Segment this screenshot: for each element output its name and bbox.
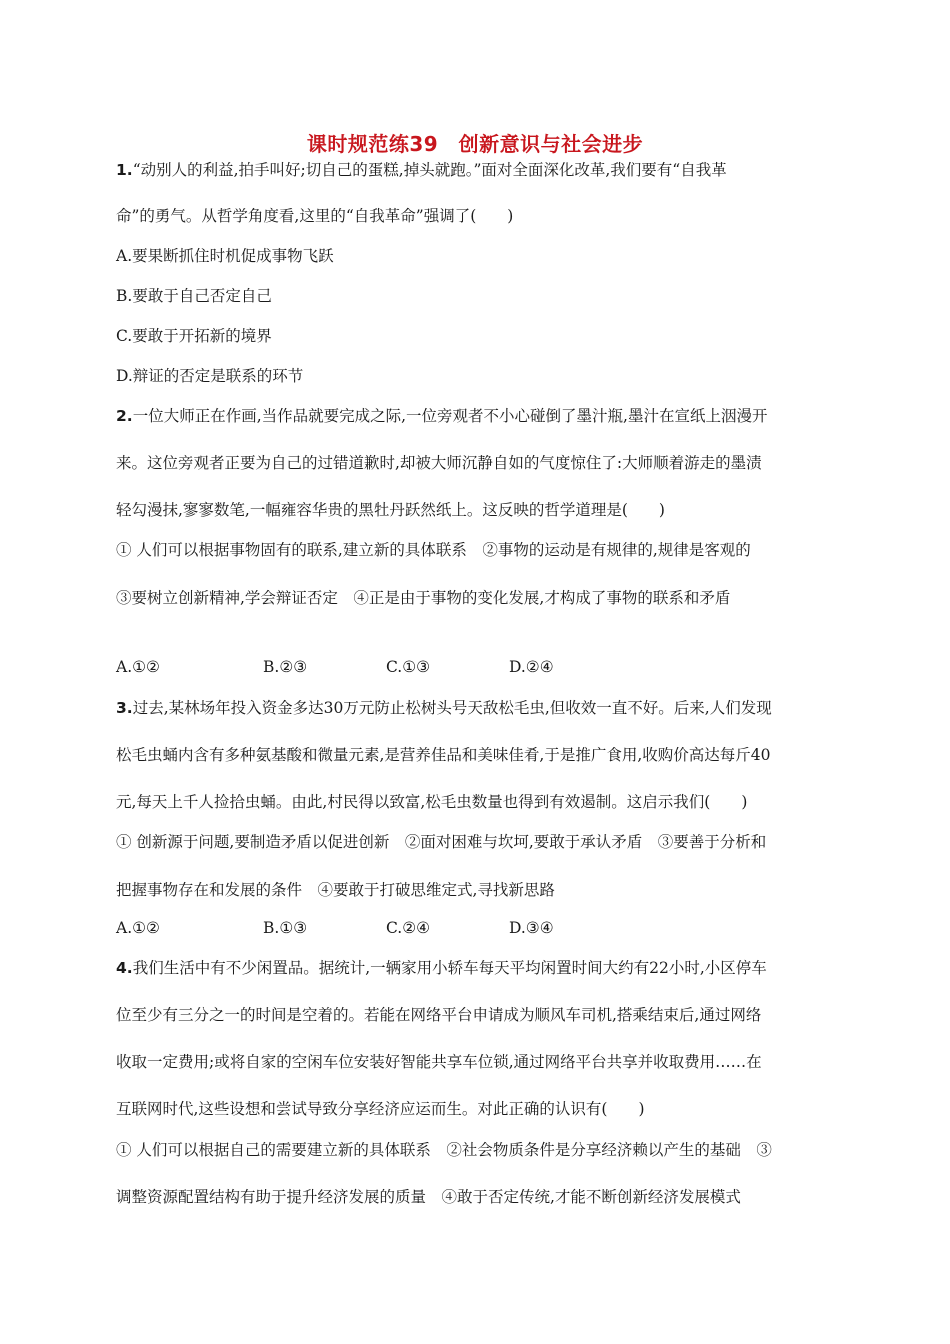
question-4-statements-1: ① 人们可以根据自己的需要建立新的具体联系 ②社会物质条件是分享经济赖以产生的基础 ③ [116,1141,772,1159]
question-4-statements-2: 调整资源配置结构有助于提升经济发展的质量 ④敢于否定传统,才能不断创新经济发展模式 [116,1188,741,1206]
question-2-statements-2: ③要树立创新精神,学会辩证否定 ④正是由于事物的变化发展,才构成了事物的联系和矛盾 [116,589,731,607]
question-3-statements-1: ① 创新源于问题,要制造矛盾以促进创新 ②面对困难与坎坷,要敢于承认矛盾 ③要善于分析和 [116,833,767,851]
question-3-option-b: B.①③ [263,919,308,937]
question-3-line-3: 元,每天上千人捡拾虫蛹。由此,村民得以致富,松毛虫数量也得到有效遏制。这启示我们( ) [116,793,748,811]
question-2-option-b: B.②③ [263,658,308,676]
question-3-line-2: 松毛虫蛹内含有多种氨基酸和微量元素,是营养佳品和美味佳肴,于是推广食用,收购价高达每斤40 [116,746,771,764]
question-3-number: 3. [116,699,133,717]
question-3-option-c: C.②④ [386,919,431,937]
question-2-option-c: C.①③ [386,658,431,676]
question-2-statements-1: ① 人们可以根据事物固有的联系,建立新的具体联系 ②事物的运动是有规律的,规律是客观的 [116,541,751,559]
question-4-line-3: 收取一定费用;或将自家的空闲车位安装好智能共享车位锁,通过网络平台共享并收取费用……在 [116,1053,762,1071]
question-1-text: “动别人的利益,拍手叫好;切自己的蛋糕,掉头就跑。”面对全面深化改革,我们要有“自我革 [132,161,727,179]
question-2-option-d: D.②④ [509,658,554,676]
question-1-line-1 [116,160,727,180]
question-4-line-1 [116,958,767,978]
question-4-line-2: 位至少有三分之一的时间是空着的。若能在网络平台申请成为顺风车司机,搭乘结束后,通过网络 [116,1006,762,1024]
question-3-text: 过去,某林场年投入资金多达30万元防止松树头号天敌松毛虫,但收效一直不好。后来,人们发现 [132,699,772,717]
question-4-text: 我们生活中有不少闲置品。据统计,一辆家用小轿车每天平均闲置时间大约有22小时,小区停车 [132,959,767,977]
question-3-line-1 [116,698,772,718]
question-1-option-c: C.要敢于开拓新的境界 [116,327,272,345]
question-1-option-b: B.要敢于自己否定自己 [116,287,272,305]
question-1-number: 1. [116,161,133,179]
question-3-statements-2: 把握事物存在和发展的条件 ④要敢于打破思维定式,寻找新思路 [116,881,555,899]
page-title: 课时规范练39 创新意识与社会进步 [306,132,644,156]
question-1-line-2: 命”的勇气。从哲学角度看,这里的“自我革命”强调了( ) [116,207,514,225]
question-4-line-4: 互联网时代,这些设想和尝试导致分享经济应运而生。对此正确的认识有( ) [116,1100,645,1118]
question-3-option-d: D.③④ [509,919,554,937]
question-2-text: 一位大师正在作画,当作品就要完成之际,一位旁观者不小心碰倒了墨汁瓶,墨汁在宣纸上洇漫开 [132,407,768,425]
question-2-line-3: 轻勾漫抹,寥寥数笔,一幅雍容华贵的黑牡丹跃然纸上。这反映的哲学道理是( ) [116,501,665,519]
question-1-option-d: D.辩证的否定是联系的环节 [116,367,304,385]
question-3-option-a: A.①② [116,919,160,937]
question-2-option-a: A.①② [116,658,160,676]
question-2-line-1 [116,406,767,426]
question-1-option-a: A.要果断抓住时机促成事物飞跃 [116,247,334,265]
question-2-number: 2. [116,407,133,425]
question-4-number: 4. [116,959,133,977]
question-2-line-2: 来。这位旁观者正要为自己的过错道歉时,却被大师沉静自如的气度惊住了:大师顺着游走的墨渍 [116,454,762,472]
